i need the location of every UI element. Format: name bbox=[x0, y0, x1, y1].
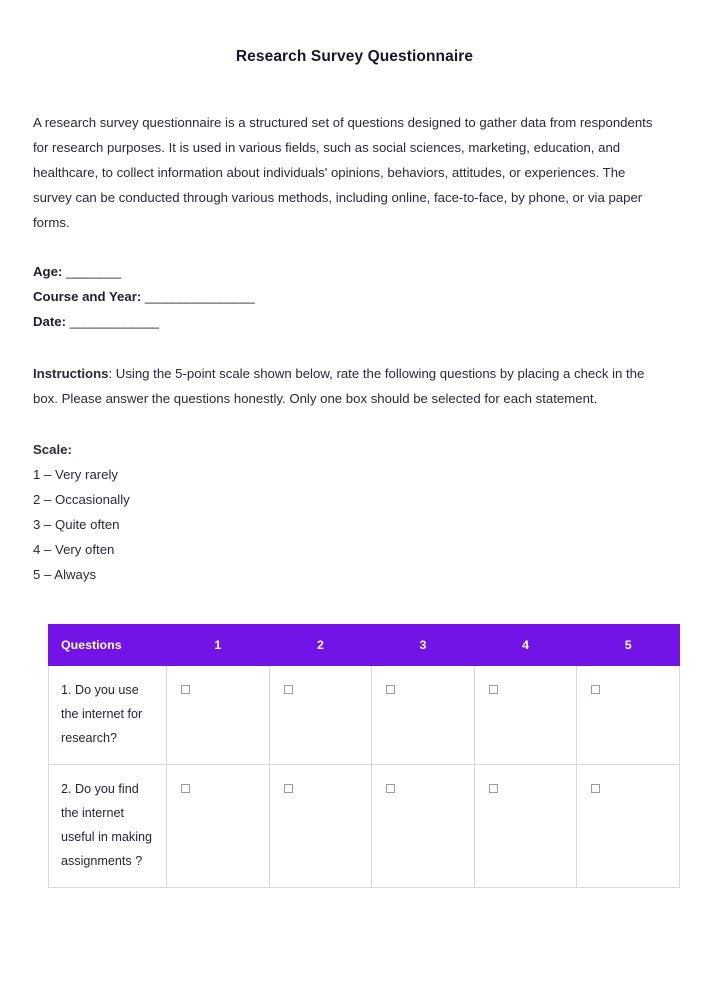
table-header-questions: Questions bbox=[49, 625, 167, 666]
checkbox-icon[interactable] bbox=[591, 685, 600, 694]
answer-cell-1[interactable] bbox=[167, 666, 270, 765]
checkbox-icon[interactable] bbox=[591, 784, 600, 793]
instructions-text: : Using the 5-point scale shown below, rate the following questions by placing a check in the box. Please answer the questions honestly. Only one box should be selected for each statement. bbox=[33, 366, 645, 406]
answer-cell-4[interactable] bbox=[474, 666, 577, 765]
field-age-blank[interactable]: ________ bbox=[65, 264, 121, 279]
table-header-row bbox=[49, 625, 680, 666]
field-age-label: Age: bbox=[33, 264, 63, 279]
answer-cell-3[interactable] bbox=[372, 765, 475, 888]
checkbox-icon[interactable] bbox=[489, 784, 498, 793]
checkbox-icon[interactable] bbox=[181, 784, 190, 793]
field-age bbox=[33, 259, 684, 284]
scale-item: 4 – Very often bbox=[33, 542, 115, 557]
field-course-year-blank[interactable]: ________________ bbox=[144, 289, 255, 304]
table-header-2: 2 bbox=[269, 625, 372, 666]
question-text: 1. Do you use the internet for research? bbox=[49, 666, 167, 765]
field-date-blank[interactable]: _____________ bbox=[69, 314, 159, 329]
table-row bbox=[49, 765, 680, 888]
scale-item: 5 – Always bbox=[33, 567, 97, 582]
checkbox-icon[interactable] bbox=[284, 685, 293, 694]
scale-item: 1 – Very rarely bbox=[33, 467, 119, 482]
answer-cell-1[interactable] bbox=[167, 765, 270, 888]
answer-cell-2[interactable] bbox=[269, 666, 372, 765]
scale-block bbox=[33, 437, 684, 587]
checkbox-icon[interactable] bbox=[284, 784, 293, 793]
checkbox-icon[interactable] bbox=[489, 685, 498, 694]
intro-paragraph: A research survey questionnaire is a structured set of questions designed to gather data from respondents for research purposes. It is used in various fields, such as social sciences, marketing, education, and healthcare, to collect information about individuals' opinions, behaviors, attitudes, or experiences. The survey can be conducted through various methods, including online, face-to-face, by phone, or via paper forms. bbox=[33, 115, 653, 230]
answer-cell-2[interactable] bbox=[269, 765, 372, 888]
field-date-label: Date: bbox=[33, 314, 66, 329]
answer-cell-5[interactable] bbox=[577, 765, 680, 888]
checkbox-icon[interactable] bbox=[386, 784, 395, 793]
field-date bbox=[33, 309, 684, 334]
scale-item: 3 – Quite often bbox=[33, 517, 120, 532]
table-row bbox=[49, 666, 680, 765]
answer-cell-4[interactable] bbox=[474, 765, 577, 888]
question-text: 2. Do you find the internet useful in making assignments ? bbox=[49, 765, 167, 888]
survey-table bbox=[48, 624, 680, 888]
table-header-4: 4 bbox=[474, 625, 577, 666]
scale-item: 2 – Occasionally bbox=[33, 492, 130, 507]
checkbox-icon[interactable] bbox=[181, 685, 190, 694]
scale-label: Scale: bbox=[33, 442, 72, 457]
table-header-5: 5 bbox=[577, 625, 680, 666]
instructions-paragraph bbox=[33, 361, 658, 411]
instructions-label: Instructions bbox=[33, 366, 109, 381]
checkbox-icon[interactable] bbox=[386, 685, 395, 694]
answer-cell-3[interactable] bbox=[372, 666, 475, 765]
table-header-1: 1 bbox=[167, 625, 270, 666]
answer-cell-5[interactable] bbox=[577, 666, 680, 765]
table-header-3: 3 bbox=[372, 625, 475, 666]
field-course-year-label: Course and Year: bbox=[33, 289, 142, 304]
field-course-year bbox=[33, 284, 684, 309]
respondent-fields bbox=[33, 259, 684, 334]
page-title: Research Survey Questionnaire bbox=[235, 48, 474, 65]
